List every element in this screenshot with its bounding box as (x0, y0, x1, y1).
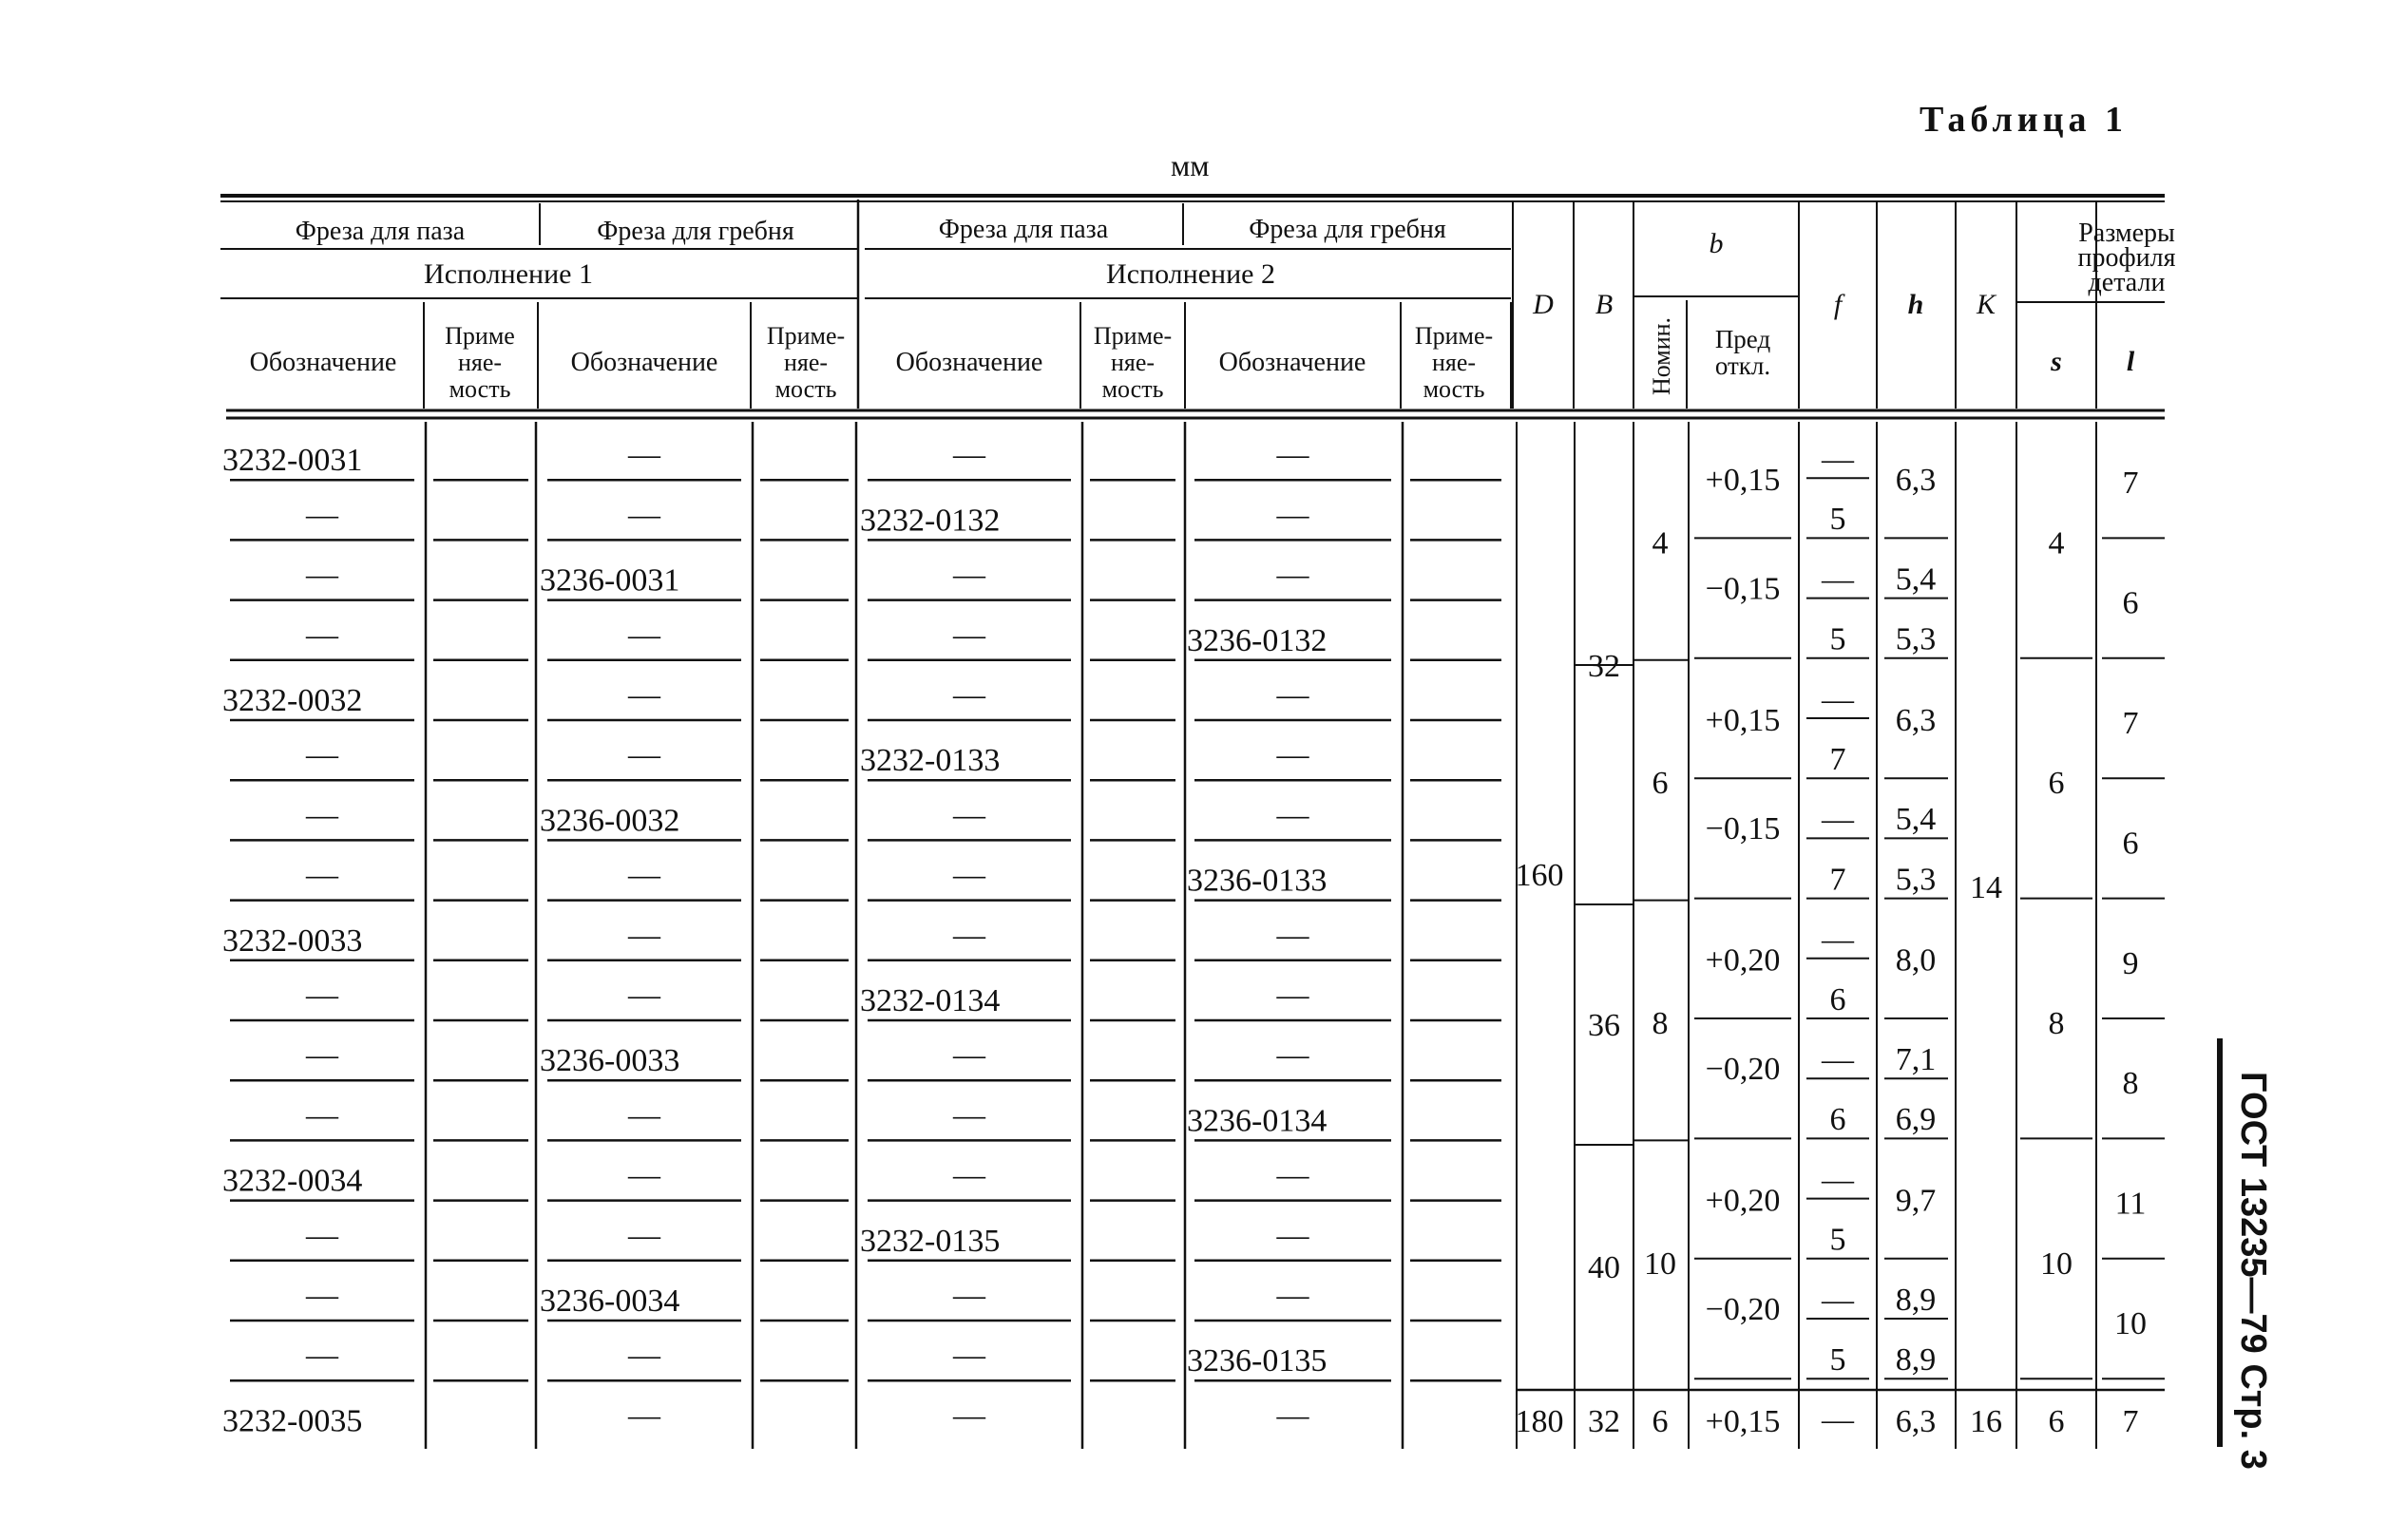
row-dash: — (1276, 1037, 1309, 1074)
row-dash: — (1276, 497, 1309, 533)
designation-code: 3236-0031 (540, 562, 680, 599)
value-h: 5,4 (1895, 802, 1937, 838)
value-h: 8,0 (1895, 942, 1937, 979)
value-f: 7 (1829, 742, 1846, 777)
row-dash: — (306, 857, 338, 893)
designation-code: 3236-0134 (1187, 1103, 1328, 1139)
value-f: — (1822, 1402, 1854, 1437)
designation-code: 3232-0035 (222, 1403, 363, 1439)
row-dash: — (1276, 1278, 1309, 1313)
value-b-nominal: 6 (1652, 1404, 1669, 1439)
value-s: 10 (2040, 1245, 2073, 1282)
side-margin-bar (2217, 1038, 2223, 1447)
row-dash: — (628, 917, 660, 953)
row-dash: — (953, 1338, 985, 1374)
designation-code: 3232-0031 (222, 443, 363, 479)
header-group-grebnya-2: Фреза для гребня (1249, 215, 1446, 244)
header-razmery: Размеры (2078, 219, 2175, 248)
value-s: 6 (2048, 766, 2065, 802)
row-dash: — (953, 557, 985, 593)
header-primenyaemost: мость (449, 375, 511, 403)
header-B: B (1595, 289, 1614, 320)
row-dash: — (1276, 737, 1309, 773)
row-dash: — (953, 917, 985, 953)
value-l: 7 (2122, 1404, 2139, 1439)
designation-code: 3236-0133 (1187, 863, 1328, 899)
row-dash: — (1276, 1217, 1309, 1253)
row-dash: — (628, 617, 660, 653)
row-dash: — (306, 797, 338, 833)
value-h: 6,3 (1895, 463, 1937, 498)
row-dash: — (953, 677, 985, 713)
value-h: 8,9 (1895, 1282, 1937, 1318)
row-dash: — (953, 1157, 985, 1193)
row-dash: — (628, 978, 660, 1013)
value-b-nominal: 4 (1652, 525, 1669, 561)
value-b-deviation: −0,15 (1705, 571, 1781, 607)
row-dash: — (628, 1397, 660, 1434)
header-b: b (1709, 228, 1724, 259)
value-D: 160 (1515, 858, 1564, 893)
value-D: 180 (1515, 1404, 1564, 1439)
header-primenyaemost: няе- (783, 349, 829, 376)
header-razmery: профиля (2077, 243, 2176, 273)
value-h: 6,3 (1895, 702, 1937, 738)
value-h: 6,3 (1895, 1404, 1937, 1439)
value-h: 9,7 (1895, 1183, 1937, 1219)
row-dash: — (1276, 437, 1309, 473)
designation-code: 3232-0133 (860, 743, 1001, 779)
row-dash: — (953, 1037, 985, 1074)
value-f: 5 (1829, 1342, 1846, 1378)
designation-code: 3232-0132 (860, 503, 1001, 539)
header-primenyaemost: мость (1423, 375, 1485, 403)
value-b-deviation: +0,15 (1705, 463, 1781, 498)
row-dash: — (1276, 978, 1309, 1013)
header-group-paz: Фреза для паза (295, 217, 466, 246)
value-f: — (1822, 681, 1854, 717)
value-b-deviation: +0,15 (1705, 702, 1781, 738)
value-f: — (1822, 802, 1854, 838)
value-b-deviation: +0,15 (1705, 1404, 1781, 1439)
value-h: 7,1 (1895, 1042, 1937, 1077)
value-b-deviation: −0,15 (1705, 811, 1781, 847)
header-oboznachenie: Обозначение (895, 348, 1043, 377)
row-dash: — (306, 737, 338, 773)
value-b-nominal: 10 (1644, 1245, 1676, 1282)
units-label: мм (1171, 148, 1210, 182)
header-primenyaemost: Приме- (1093, 322, 1173, 350)
row-dash: — (628, 1217, 660, 1253)
value-f: 5 (1829, 621, 1846, 657)
designation-code: 3232-0032 (222, 683, 363, 718)
row-dash: — (1276, 917, 1309, 953)
row-dash: — (628, 1338, 660, 1374)
header-pred: Пред (1714, 325, 1771, 353)
designation-code: 3236-0034 (540, 1283, 680, 1319)
designation-code: 3232-0034 (222, 1163, 363, 1199)
row-dash: — (306, 617, 338, 653)
value-B: 32 (1588, 649, 1620, 684)
value-b-nominal: 8 (1652, 1006, 1669, 1041)
value-f: — (1822, 1042, 1854, 1077)
header-otkl: откл. (1714, 352, 1771, 380)
row-dash: — (1276, 677, 1309, 713)
value-f: 6 (1829, 1102, 1846, 1138)
header-primenyaemost: Приме- (766, 322, 846, 350)
value-l: 7 (2122, 706, 2139, 741)
value-B: 40 (1588, 1250, 1620, 1285)
header-D: D (1533, 289, 1554, 320)
row-dash: — (306, 978, 338, 1013)
designation-code: 3232-0134 (860, 983, 1001, 1018)
header-primenyaemost: мость (1101, 375, 1164, 403)
value-f: 5 (1829, 502, 1846, 538)
value-f: — (1822, 1162, 1854, 1198)
value-B: 36 (1588, 1008, 1620, 1043)
value-h: 5,3 (1895, 862, 1937, 898)
value-l: 6 (2122, 585, 2139, 621)
header-primenyaemost: няе- (1110, 349, 1156, 376)
header-s: s (2051, 346, 2062, 377)
row-dash: — (628, 1157, 660, 1193)
row-dash: — (953, 1097, 985, 1133)
value-b-deviation: −0,20 (1705, 1291, 1781, 1327)
row-dash: — (1276, 1157, 1309, 1193)
value-f: 6 (1829, 981, 1846, 1017)
side-standard-label: ГОСТ 13235—79 Стр. 3 (2233, 1072, 2273, 1470)
header-primenyaemost: Приме (445, 322, 515, 350)
row-dash: — (306, 1217, 338, 1253)
row-dash: — (306, 1097, 338, 1133)
value-l: 10 (2114, 1306, 2147, 1341)
row-dash: — (953, 1397, 985, 1434)
value-f: — (1822, 922, 1854, 958)
row-dash: — (1276, 797, 1309, 833)
row-dash: — (628, 437, 660, 473)
row-dash: — (628, 497, 660, 533)
table-caption: Таблица 1 (1920, 100, 2129, 140)
header-version-2: Исполнение 2 (1106, 258, 1275, 290)
designation-code: 3236-0132 (1187, 622, 1328, 658)
designation-code: 3232-0033 (222, 922, 363, 959)
row-dash: — (628, 1097, 660, 1133)
header-oboznachenie: Обозначение (570, 348, 718, 377)
value-f: — (1822, 442, 1854, 477)
header-K: K (1976, 289, 1996, 320)
value-K: 14 (1970, 870, 2002, 905)
row-dash: — (306, 497, 338, 533)
header-oboznachenie: Обозначение (1218, 348, 1366, 377)
value-l: 6 (2122, 826, 2139, 862)
value-h: 6,9 (1895, 1102, 1937, 1138)
value-h: 8,9 (1895, 1342, 1937, 1378)
header-group-paz-2: Фреза для паза (938, 215, 1109, 244)
header-nomin: Номин. (1648, 316, 1675, 396)
row-dash: — (953, 797, 985, 833)
row-dash: — (306, 1278, 338, 1313)
header-primenyaemost: няе- (1431, 349, 1477, 376)
header-primenyaemost: Приме- (1414, 322, 1494, 350)
value-h: 5,3 (1895, 621, 1937, 657)
row-dash: — (953, 1278, 985, 1313)
row-dash: — (306, 557, 338, 593)
row-dash: — (628, 737, 660, 773)
value-b-nominal: 6 (1652, 766, 1669, 802)
row-dash: — (953, 857, 985, 893)
value-B: 32 (1588, 1404, 1620, 1439)
value-l: 8 (2122, 1066, 2139, 1102)
row-dash: — (306, 1037, 338, 1074)
value-s: 8 (2048, 1006, 2065, 1041)
value-h: 5,4 (1895, 561, 1937, 598)
row-dash: — (628, 677, 660, 713)
designation-code: 3236-0032 (540, 803, 680, 839)
value-b-deviation: +0,20 (1705, 942, 1781, 979)
row-dash: — (953, 437, 985, 473)
designation-code: 3232-0135 (860, 1223, 1001, 1259)
header-version-1: Исполнение 1 (424, 258, 593, 290)
row-dash: — (953, 617, 985, 653)
value-l: 7 (2122, 466, 2139, 502)
row-dash: — (306, 1338, 338, 1374)
value-s: 4 (2048, 525, 2065, 561)
header-f: f (1833, 289, 1843, 320)
row-dash: — (628, 857, 660, 893)
value-b-deviation: −0,20 (1705, 1052, 1781, 1087)
value-l: 9 (2122, 945, 2139, 981)
designation-code: 3236-0033 (540, 1043, 680, 1079)
header-group-grebnya: Фреза для гребня (597, 217, 794, 246)
value-K: 16 (1970, 1404, 2002, 1439)
header-primenyaemost: няе- (457, 349, 503, 376)
header-oboznachenie: Обозначение (249, 348, 397, 377)
header-l: l (2126, 346, 2135, 377)
value-l: 11 (2114, 1186, 2147, 1222)
header-razmery: детали (2088, 268, 2166, 297)
row-dash: — (1276, 557, 1309, 593)
value-f: — (1822, 1282, 1854, 1318)
value-f: 7 (1829, 862, 1846, 898)
value-s: 6 (2048, 1404, 2065, 1439)
header-primenyaemost: мость (774, 375, 837, 403)
value-b-deviation: +0,20 (1705, 1183, 1781, 1219)
value-f: — (1822, 561, 1854, 598)
designation-code: 3236-0135 (1187, 1343, 1328, 1379)
value-f: 5 (1829, 1222, 1846, 1258)
row-dash: — (1276, 1397, 1309, 1434)
header-h: h (1907, 289, 1924, 320)
